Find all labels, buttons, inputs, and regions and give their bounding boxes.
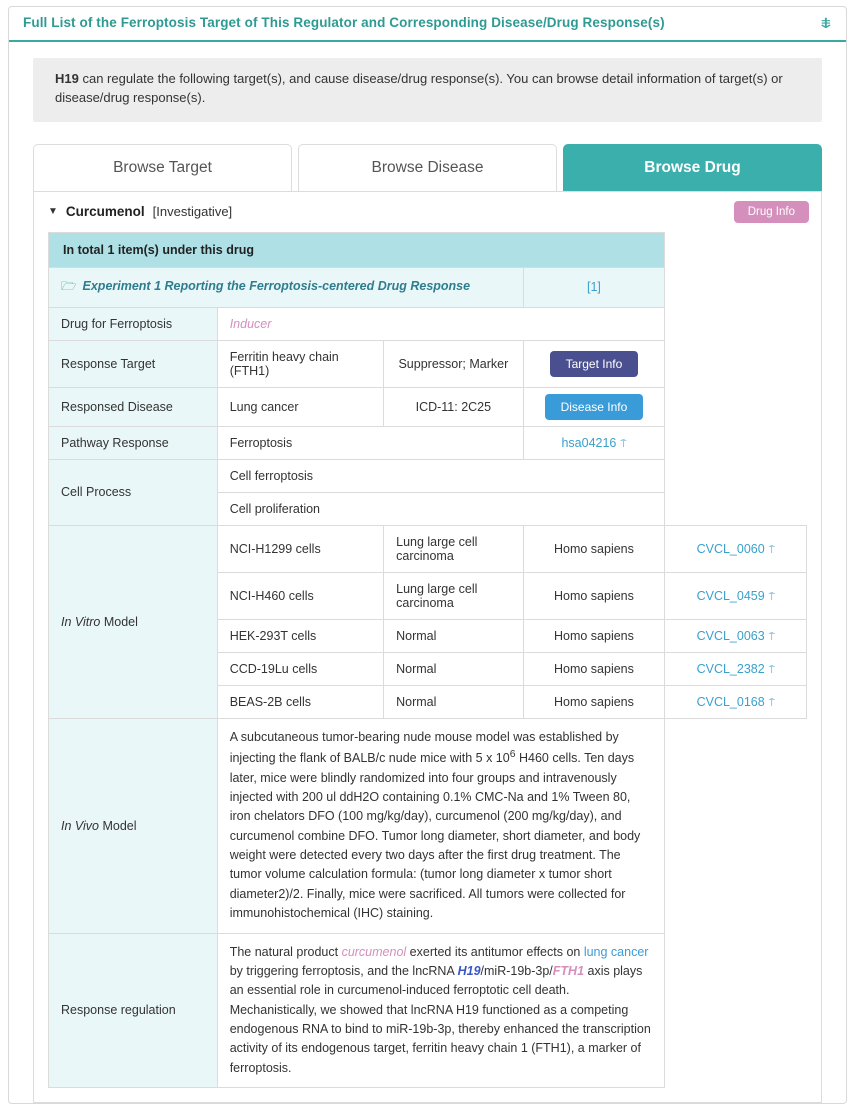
in-vitro-species-3: Homo sapiens (523, 619, 665, 652)
row-label-in-vitro (49, 525, 218, 718)
experiment-reference[interactable]: [1] (523, 267, 665, 307)
row-value-drug-for-ferroptosis: Inducer (217, 307, 665, 340)
cell-process-item-2: Cell proliferation (217, 492, 665, 525)
drug-detail-block (33, 191, 822, 1104)
response-regulation-description (217, 933, 665, 1088)
pathway-link-label: hsa04216 (561, 435, 617, 450)
total-items-label: In total 1 item(s) under this drug (49, 232, 665, 267)
table-row-in-vivo (49, 718, 807, 933)
in-vitro-type-4: Normal (384, 652, 523, 685)
in-vitro-cell-1: NCI-H1299 cells (217, 525, 383, 572)
in-vivo-text-part1: A subcutaneous tumor-bearing nude mouse model was established by injecting the flank of BALB/c nude mice with 5 x 10 (229, 729, 619, 766)
table-row-total (49, 232, 807, 267)
row-label-responsed-disease: Responsed Disease (49, 387, 218, 426)
in-vitro-species-1: Homo sapiens (523, 525, 665, 572)
rr-drug-highlight: curcumenol (341, 944, 407, 959)
drug-name: Curcumenol (65, 204, 145, 220)
in-vitro-type-5: Normal (384, 685, 523, 718)
in-vitro-id-3: CVCL_0063 (696, 628, 765, 643)
table-row-responsed-disease (49, 387, 807, 426)
rr-disease-highlight: lung cancer (583, 944, 649, 959)
row-value-pathway-response: Ferroptosis (217, 426, 523, 459)
drug-header (34, 192, 821, 232)
in-vitro-type-3: Normal (384, 619, 523, 652)
table-row-response-target (49, 340, 807, 387)
rr-seg5: axis plays an essential role in curcumenol-induced ferroptotic cell death. Mechanistically, we showed that lncRNA H19 functioned as a competing endogenous RNA to bind to miR-19b-3p, thereby enhanced the transcription activity of its endogenous target, ferritin heavy chain 1 (FTH1), a marker of ferroptosis. (229, 963, 651, 1075)
external-link-icon: ⍑ (768, 544, 775, 556)
rr-seg1: The natural product (229, 944, 342, 959)
table-row-experiment (49, 267, 807, 307)
response-target-role: Suppressor; Marker (384, 340, 523, 387)
in-vitro-cell-2: NCI-H460 cells (217, 572, 383, 619)
drug-detail-table (48, 232, 807, 1089)
row-label-cell-process: Cell Process (49, 459, 218, 525)
drug-phase: [Investigative] (152, 204, 233, 220)
experiment-link[interactable]: Experiment 1 Reporting the Ferroptosis-centered Drug Response (82, 278, 471, 293)
table-row-drug-for-ferroptosis (49, 307, 807, 340)
rr-fth1-highlight: FTH1 (552, 963, 585, 978)
in-vivo-text-part2: H460 cells. Ten days later, mice were blindly randomized into four groups and intravenously injected with 200 ul ddH2O containing 0.1% CMC-Na and 1% Tween 80, iron chelators DFO (100 mg/kg/day), curcumenol (200 mg/kg/day), and curcumenol combine DFO. Tumor long diameter, short diameter, and body weight were detected every two days after the first drug treatment. The tumor volume calculation formula: (tumor long diameter x tumor short diameter2)/2. Finally, mice were sacrificed. All tumors were collected for immunohistochemical (IHC) staining. (229, 751, 641, 921)
external-link-icon: ⍑ (768, 697, 775, 709)
in-vivo-description (217, 718, 665, 933)
rr-h19-highlight: H19 (457, 963, 481, 978)
in-vitro-cell-3: HEK-293T cells (217, 619, 383, 652)
row-value-response-target: Ferritin heavy chain (FTH1) (217, 340, 383, 387)
in-vitro-id-2: CVCL_0459 (696, 588, 765, 603)
page-title: Full List of the Ferroptosis Target of This Regulator and Corresponding Disease/Drug Response(s) (23, 15, 665, 30)
folder-icon: 🗁 (61, 278, 77, 293)
note-text: can regulate the following target(s), and cause disease/drug response(s). You can browse detail information of target(s) or disease/drug response(s). (55, 71, 783, 105)
tab-browse-target[interactable]: Browse Target (33, 144, 292, 191)
cell-process-item-1: Cell ferroptosis (217, 459, 665, 492)
tab-browse-drug[interactable]: Browse Drug (563, 144, 822, 191)
disease-info-button[interactable]: Disease Info (545, 394, 644, 420)
in-vivo-label-italic: In Vivo (61, 818, 99, 833)
in-vitro-species-4: Homo sapiens (523, 652, 665, 685)
in-vitro-label-rest: Model (100, 614, 138, 629)
in-vitro-type-1: Lung large cell carcinoma (384, 525, 523, 572)
in-vitro-id-1: CVCL_0060 (696, 541, 765, 556)
chevron-double-down-icon[interactable]: ⇟ (816, 14, 836, 31)
note-subject: H19 (55, 71, 79, 86)
rr-seg3: by triggering ferroptosis, and the lncRNA (229, 963, 458, 978)
browse-tabs (33, 144, 822, 191)
disease-icd-code: ICD-11: 2C25 (384, 387, 523, 426)
in-vitro-species-5: Homo sapiens (523, 685, 665, 718)
external-link-icon: ⍑ (620, 438, 627, 450)
in-vitro-cell-4: CCD-19Lu cells (217, 652, 383, 685)
target-info-button[interactable]: Target Info (550, 351, 639, 377)
pathway-link[interactable] (561, 436, 626, 450)
page-root (0, 6, 855, 1104)
row-label-response-target: Response Target (49, 340, 218, 387)
in-vitro-id-link-2[interactable] (697, 589, 775, 603)
external-link-icon: ⍑ (768, 664, 775, 676)
table-row-pathway-response (49, 426, 807, 459)
rr-seg4: /miR-19b-3p/ (480, 963, 553, 978)
in-vivo-exponent: 6 (509, 749, 516, 761)
in-vitro-cell-5: BEAS-2B cells (217, 685, 383, 718)
table-row-response-regulation (49, 933, 807, 1088)
tab-browse-disease[interactable]: Browse Disease (298, 144, 557, 191)
drug-info-button[interactable]: Drug Info (734, 201, 809, 223)
in-vivo-label-rest: Model (99, 818, 137, 833)
in-vitro-type-2: Lung large cell carcinoma (384, 572, 523, 619)
table-row-in-vitro-1 (49, 525, 807, 572)
row-label-drug-for-ferroptosis: Drug for Ferroptosis (49, 307, 218, 340)
in-vitro-label-italic: In Vitro (61, 614, 101, 629)
external-link-icon: ⍑ (768, 591, 775, 603)
caret-down-icon[interactable]: ▼ (48, 205, 58, 217)
in-vitro-id-5: CVCL_0168 (696, 694, 765, 709)
rr-seg2: exerted its antitumor effects on (406, 944, 584, 959)
in-vitro-id-link-3[interactable] (697, 629, 775, 643)
ferroptosis-target-panel (8, 6, 847, 1104)
panel-header (9, 7, 846, 42)
in-vitro-id-link-5[interactable] (697, 695, 775, 709)
row-label-in-vivo (49, 718, 218, 933)
row-label-response-regulation: Response regulation (49, 933, 218, 1088)
in-vitro-id-link-1[interactable] (697, 542, 775, 556)
row-label-pathway-response: Pathway Response (49, 426, 218, 459)
in-vitro-id-4: CVCL_2382 (696, 661, 765, 676)
row-value-responsed-disease: Lung cancer (217, 387, 383, 426)
table-row-cell-process (49, 459, 807, 492)
external-link-icon: ⍑ (768, 631, 775, 643)
info-note (33, 58, 822, 122)
in-vitro-id-link-4[interactable] (697, 662, 775, 676)
in-vitro-species-2: Homo sapiens (523, 572, 665, 619)
